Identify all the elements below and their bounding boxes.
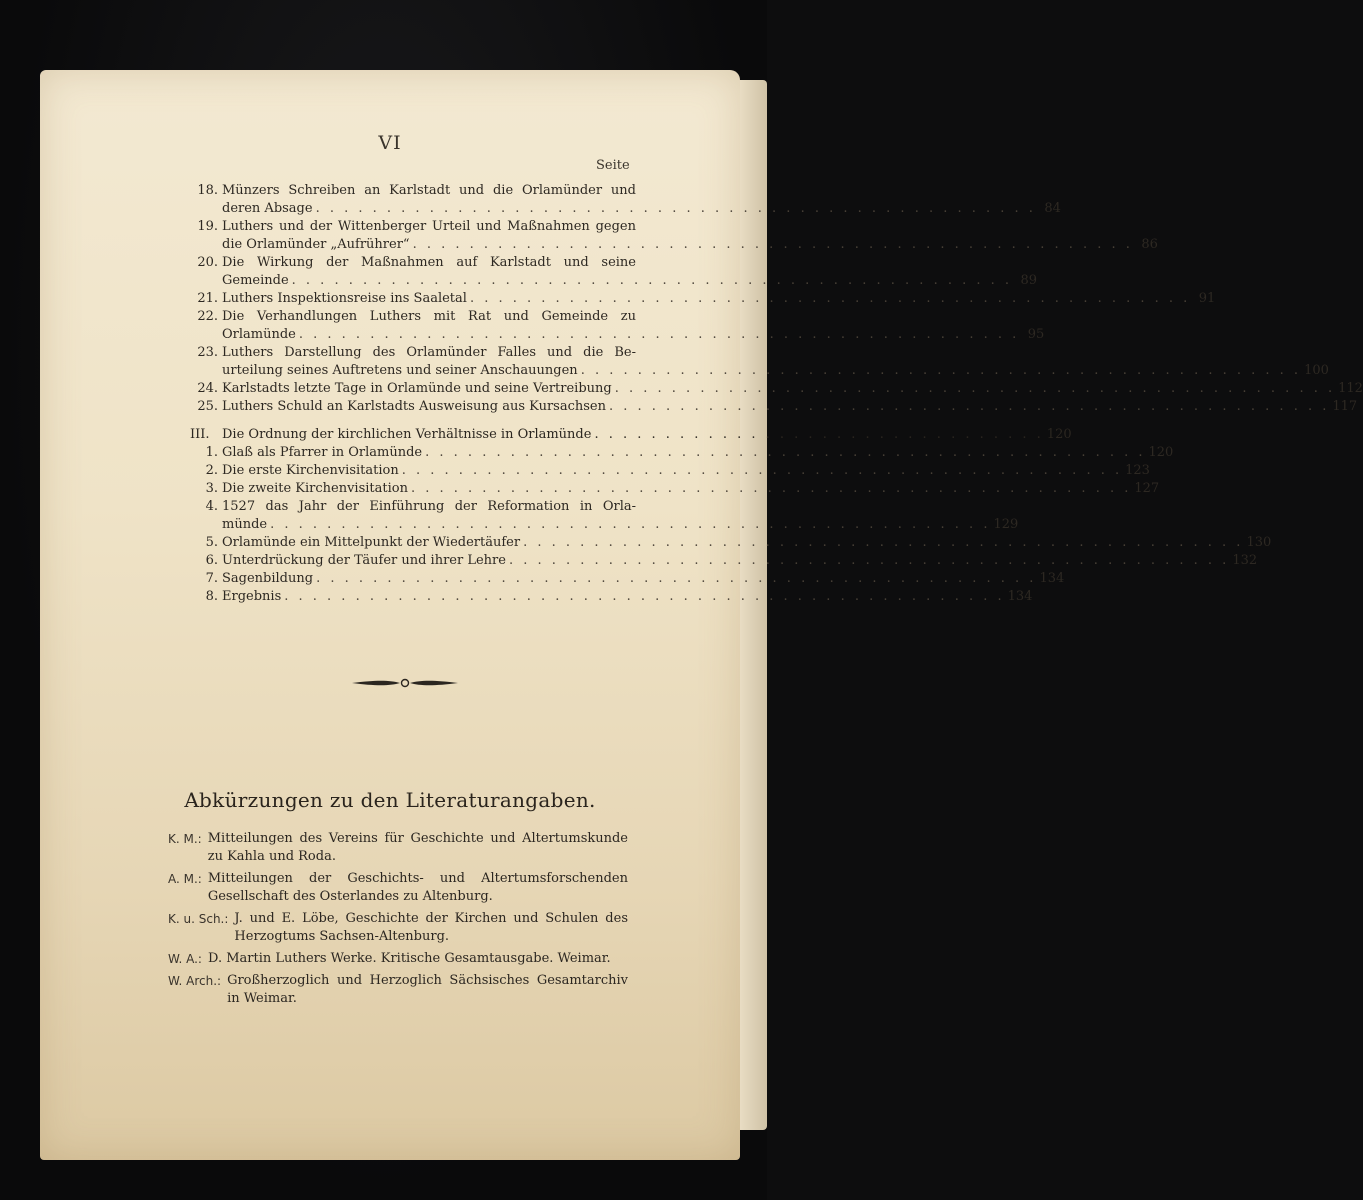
toc-item-number: 18. [197,183,218,198]
toc-item-last-line [222,516,1019,534]
section-page: 120 [1046,427,1072,442]
leader-dots: . . . . . . . . . . . . . . . . . . . . . . . . . . . . . . . . . . . . . . . . . . . . . . . . . . . [316,571,1037,586]
leader-dots: . . . . . . . . . . . . . . . . . . . . . . . . . . . . . . . . . . . . . . . . . . . . . . . . . . . [401,463,1123,478]
toc-item-text-line: Luthers und der Wittenberger Urteil und Maßnahmen gegen [222,219,636,234]
leader-dots: . . . . . . . . . . . . . . . . . . . . . . . . . . . . . . . . . . . . . . . . . . . . . . . . . . . [291,273,1013,288]
toc-item-text-line: urteilung seines Auftretens und seiner Anschauungen [222,363,578,378]
toc-item-page: 91 [1198,291,1216,306]
leader-dots: . . . . . . . . . . . . . . . . . . . . . . . . . . . . . . . . . . . . . . . . . . . . . . . . . . . [298,327,1020,342]
toc-item-page: 129 [993,517,1019,532]
leader-dots: . . . . . . . . . . . . . . . . . . . . . . . . . . . . . . . . . . . . . . . . . . . . . . . . . . . [469,291,1191,306]
toc-item [190,498,1019,534]
toc-item-text-line: Orlamünde [222,327,296,342]
abbreviation-entry [168,830,628,866]
leader-dots: . . . . . . . . . . . . . . . . . . . . . . . . . . . . . . . . . . . . . . . . . . . . . . . . . . . [614,381,1336,396]
abbreviations-title: Abkürzungen zu den Literaturangaben. [184,788,596,812]
leader-dots: . . . . . . . . . . . . . . . . . . . . . . . . . . . . . . . . . . . . . . . . . . . . . . . . . . . [410,481,1132,496]
leader-dots: . . . . . . . . . . . . . . . . . . . . . . . . . . . . . . . . . . . . . . . . . . . . . . . . . . . [412,237,1133,252]
toc-item-last-line [222,236,1158,254]
page-number: VI [378,132,402,154]
toc-item-page: 134 [1039,571,1065,586]
toc-item [190,344,1329,380]
abbreviation-entry [168,950,628,968]
toc-item-text-line: Luthers Darstellung des Orlamünder Falles und die Be- [222,345,636,360]
toc-item-text-line: Unterdrückung der Täufer und ihrer Lehre [222,553,506,568]
toc-item-number: 8. [205,589,218,604]
toc-item [190,552,1258,570]
toc-item-page: 100 [1304,363,1329,378]
abbreviation-key: W. A.: [168,952,202,966]
toc-item [190,380,1363,398]
toc-item [190,570,1065,588]
toc-item-last-line [222,326,1045,344]
leader-dots: . . . . . . . . . . . . . . . . . . . . . . . . . . . . . . . . . . . . . . . . . . . . . . . . . . . [315,201,1036,216]
toc-item-number: 2. [205,463,218,478]
leader-dots: . . . . . . . . . . . . . . . . . . . . . . . . . . . . . . . . . . . . . . . . . . . . . . . . . . . [580,363,1302,378]
leader-dots: . . . . . . . . . . . . . . . . . . . . . . . . . . . . . . . . [594,427,1044,442]
toc-item-text-line: Luthers Schuld an Karlstadts Ausweisung aus Kursachsen [222,399,606,414]
toc-item-text-line: Die Verhandlungen Luthers mit Rat und Gemeinde zu [222,309,636,324]
toc-item-last-line [222,200,1061,218]
abbreviation-value: J. und E. Löbe, Geschichte der Kirchen und Schulen des Herzogtums Sachsen-Altenburg. [234,911,628,944]
abbreviations-list [168,830,628,1012]
abbreviation-key: W. Arch.: [168,974,222,988]
toc-item-last-line [222,570,1065,588]
toc-item-text-line: Die erste Kirchenvisitation [222,463,399,478]
table-of-contents [190,182,1363,606]
abbreviation-entry [168,972,628,1008]
toc-item [190,398,1358,416]
toc-item-page: 132 [1232,553,1258,568]
toc-item-number: 21. [197,291,218,306]
abbreviation-key: A. M.: [168,872,202,886]
toc-item [190,290,1216,308]
toc-item-number: 22. [197,309,218,324]
toc-item-number: 6. [205,553,218,568]
toc-item-page: 89 [1020,273,1038,288]
toc-item-last-line [222,534,1272,552]
toc-item-number: 7. [205,571,218,586]
toc-item-page: 95 [1027,327,1045,342]
toc-item-last-line [222,444,1174,462]
toc-item [190,218,1158,254]
toc-item [190,254,1038,290]
abbreviation-entry [168,910,628,946]
toc-item-text-line: deren Absage [222,201,313,216]
toc-item-text-line: Die zweite Kirchenvisitation [222,481,408,496]
abbreviation-value: Mitteilungen des Vereins für Geschichte und Altertumskunde zu Kahla und Roda. [207,831,628,864]
toc-item-page: 123 [1125,463,1150,478]
toc-item-text-line: Luthers Inspektionsreise ins Saaletal [222,291,467,306]
toc-item-text-line: Karlstadts letzte Tage in Orlamünde und seine Vertreibung [222,381,612,396]
toc-item-text-line: die Orlamünder „Aufrührer“ [222,237,410,252]
toc-item-last-line [222,462,1150,480]
toc-item-last-line [222,552,1258,570]
toc-item-number: 1. [205,445,218,460]
toc-item [190,534,1272,552]
toc-item-page: 117 [1332,399,1358,414]
ornament-divider-icon [350,676,460,690]
toc-item-last-line [222,272,1038,290]
abbreviation-key: K. u. Sch.: [168,912,229,926]
toc-item-text-line: münde [222,517,268,532]
abbreviation-value: D. Martin Luthers Werke. Kritische Gesamtausgabe. Weimar. [207,951,611,966]
toc-item [190,588,1033,606]
toc-item [190,480,1160,498]
toc-item-number: 25. [197,399,218,414]
abbreviation-value: Großherzoglich und Herzoglich Sächsisches Gesamtarchiv in Weimar. [227,973,628,1006]
toc-item-page: 112 [1338,381,1363,396]
toc-item-text-line: 1527 das Jahr der Einführung der Reformation in Orla- [222,499,636,514]
toc-item-number: 19. [197,219,218,234]
toc-item [190,462,1150,480]
toc-item-number: 24. [197,381,218,396]
toc-item-last-line [222,362,1329,380]
toc-item-text-line: Gemeinde [222,273,289,288]
toc-item-page: 120 [1148,445,1174,460]
section-title: Die Ordnung der kirchlichen Verhältnisse in Orlamünde [222,427,592,442]
seite-label: Seite [596,158,630,173]
abbreviation-entry [168,870,628,906]
toc-item-number: 20. [197,255,218,270]
toc-item-text-line: Orlamünde ein Mittelpunkt der Wiedertäufer [222,535,521,550]
toc-item-number: 4. [205,499,218,514]
leader-dots: . . . . . . . . . . . . . . . . . . . . . . . . . . . . . . . . . . . . . . . . . . . . . . . . . . . [523,535,1244,550]
leader-dots: . . . . . . . . . . . . . . . . . . . . . . . . . . . . . . . . . . . . . . . . . . . . . . . . . . . [270,517,991,532]
toc-item-number: 3. [205,481,218,496]
toc-items-list [190,182,1363,416]
toc-item-text-line: Sagenbildung [222,571,314,586]
toc-item [190,308,1045,344]
leader-dots: . . . . . . . . . . . . . . . . . . . . . . . . . . . . . . . . . . . . . . . . . . . . . . . . . . . [508,553,1230,568]
section-number: III. [190,427,210,442]
toc-item-last-line [222,380,1363,398]
toc-section-iii-items [190,444,1272,606]
toc-item-text-line: Ergebnis [222,589,282,604]
toc-item-last-line [222,290,1216,308]
leader-dots: . . . . . . . . . . . . . . . . . . . . . . . . . . . . . . . . . . . . . . . . . . . . . . . . . . . [284,589,1005,604]
toc-item-page: 127 [1134,481,1160,496]
toc-item-page: 130 [1246,535,1272,550]
toc-item-number: 5. [205,535,218,550]
toc-item-page: 86 [1141,237,1158,252]
toc-item-page: 84 [1044,201,1061,216]
toc-item-last-line [222,480,1160,498]
leader-dots: . . . . . . . . . . . . . . . . . . . . . . . . . . . . . . . . . . . . . . . . . . . . . . . . . . . [425,445,1146,460]
toc-item-number: 23. [197,345,218,360]
abbreviation-key: K. M.: [168,832,202,846]
abbreviation-value: Mitteilungen der Geschichts- und Altertumsforschenden Gesellschaft des Osterlandes zu Altenburg. [207,871,628,904]
toc-item-text-line: Die Wirkung der Maßnahmen auf Karlstadt und seine [222,255,636,270]
toc-item-text-line: Glaß als Pfarrer in Orlamünde [222,445,423,460]
toc-item [190,444,1174,462]
toc-item-last-line [222,588,1033,606]
book-page [40,70,1363,1160]
toc-item [190,182,1061,218]
leader-dots: . . . . . . . . . . . . . . . . . . . . . . . . . . . . . . . . . . . . . . . . . . . . . . . . . . . [608,399,1330,414]
toc-item-text-line: Münzers Schreiben an Karlstadt und die Orlamünder und [222,183,636,198]
toc-item-last-line [222,398,1358,416]
toc-section-iii [190,426,1072,444]
toc-item-page: 134 [1007,589,1033,604]
